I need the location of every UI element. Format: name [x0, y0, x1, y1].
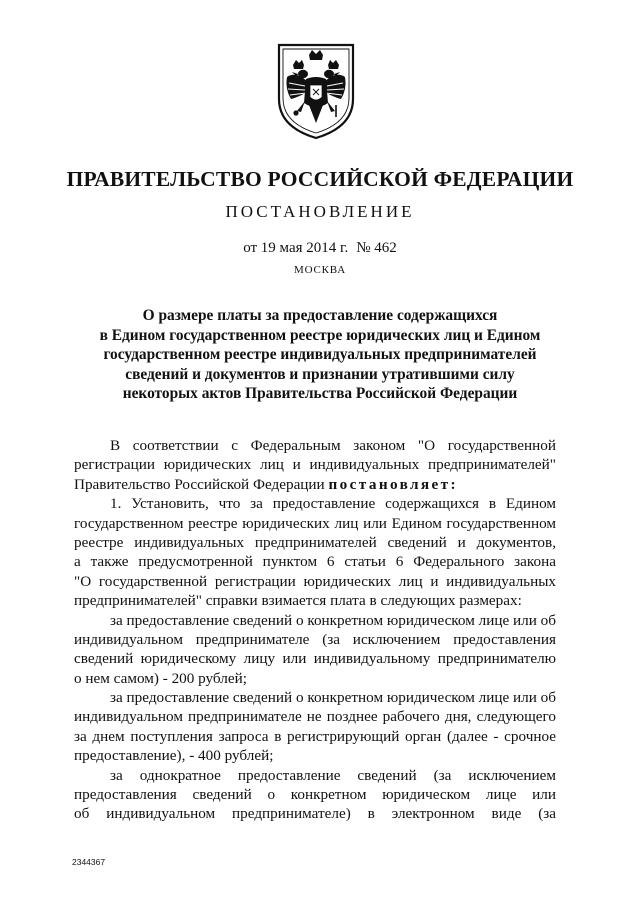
body-line: индивидуальном предпринимателе не позднее рабочего дня, следующего: [74, 708, 556, 726]
body-line: за предоставление сведений о конкретном юридическом лице или об: [110, 611, 556, 629]
body-line: "О государственной регистрации юридических лиц и индивидуальных: [74, 572, 556, 590]
coat-of-arms-icon: [271, 39, 361, 141]
body-line: [74, 475, 556, 494]
document-number: № 462: [356, 240, 397, 256]
body-line: 1. Установить, что за предоставление содержащихся в Едином: [110, 495, 556, 513]
body-line: за однократное предоставление сведений (за исключением: [110, 766, 556, 784]
body-line: а также предусмотренной пунктом 6 статьи 6 Федерального закона: [74, 553, 556, 571]
document-date: от 19 мая 2014 г.: [243, 240, 349, 256]
body-line: В соответствии с Федеральным законом "О государственной: [110, 437, 556, 454]
body-line: предпринимателей" справки взимается плата в следующих размерах:: [74, 592, 522, 610]
body-text-fragment: Правительство Российской Федерации: [74, 475, 325, 493]
document-body: [74, 436, 556, 824]
document-type: ПОСТАНОВЛЕНИЕ: [225, 202, 415, 221]
body-line: предоставления сведений о конкретном юридическом лице или: [74, 786, 556, 804]
subject-line: в Едином государственном реестре юридических лиц и Едином: [99, 326, 541, 344]
subject-line: государственном реестре индивидуальных предпринимателей: [103, 346, 537, 364]
body-line: предоставление), - 400 рублей;: [74, 747, 274, 765]
subject-line: некоторых актов Правительства Российской Федерации: [122, 385, 518, 403]
body-line: за предоставление сведений о конкретном юридическом лице или об: [110, 689, 556, 707]
document-subject: [80, 306, 560, 404]
footer-code: 2344367: [72, 857, 106, 867]
date-number-line: [0, 240, 640, 257]
government-title: ПРАВИТЕЛЬСТВО РОССИЙСКОЙ ФЕДЕРАЦИИ: [66, 167, 574, 191]
body-line: регистрации юридических лиц и индивидуальных предпринимателей": [74, 456, 556, 474]
body-line: государственном реестре юридических лиц или Едином государственном: [74, 514, 556, 532]
body-line: за днем поступления запроса в регистрирующий орган (далее - срочное: [74, 727, 556, 745]
body-line: сведений юридическому лицу или индивидуальному предпринимателю: [74, 650, 556, 668]
body-line: реестре индивидуальных предпринимателей сведений и документов,: [74, 533, 556, 551]
subject-line: О размере платы за предоставление содержащихся: [142, 307, 498, 324]
body-line: об индивидуальном предпринимателе) в электронном виде (за: [74, 805, 556, 823]
body-line: о нем самом) - 200 рублей;: [74, 669, 247, 687]
body-line: индивидуальном предпринимателе (за исключением предоставления: [74, 630, 556, 648]
subject-line: сведений и документов и признании утратившими силу: [125, 365, 515, 383]
resolves-word: постановляет:: [328, 475, 458, 493]
city-name: МОСКВА: [294, 264, 346, 276]
